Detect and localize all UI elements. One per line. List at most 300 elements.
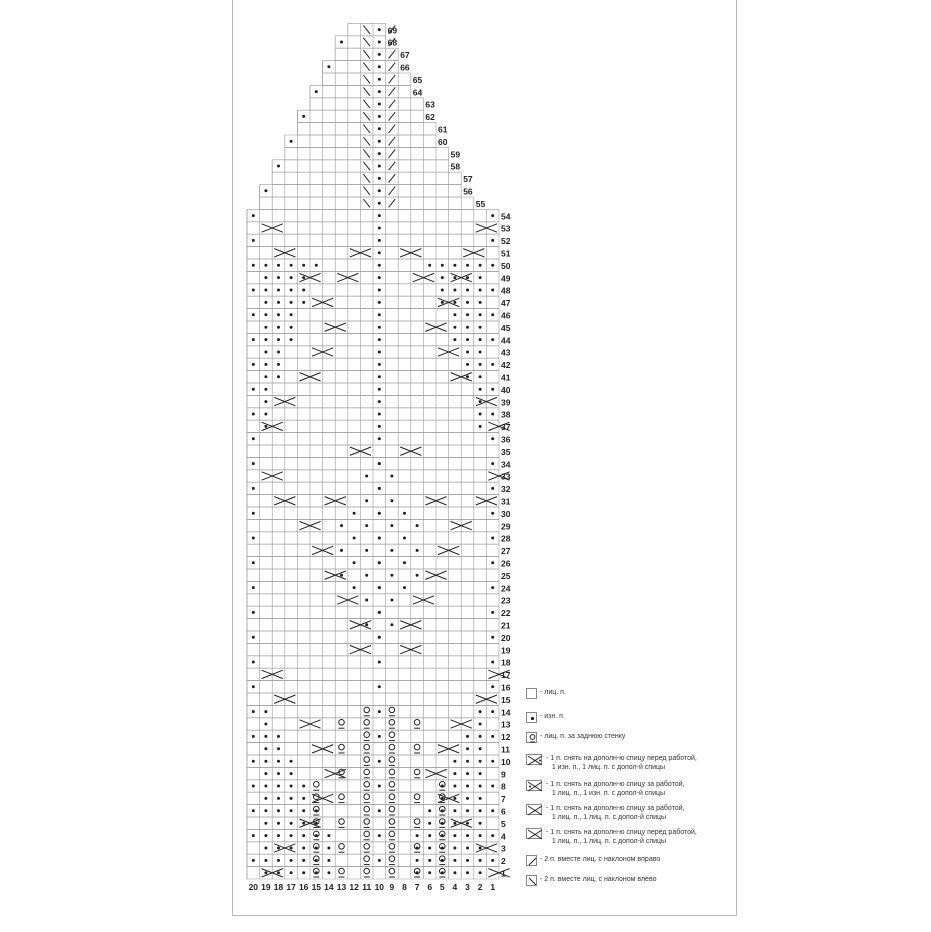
purl-dot: [264, 710, 267, 713]
twisted-knit-mark: [364, 856, 370, 862]
purl-dot: [252, 859, 255, 862]
purl-dot: [491, 462, 494, 465]
purl-dot: [264, 847, 267, 850]
purl-dot: [252, 239, 255, 242]
column-number: 3: [465, 882, 470, 892]
purl-dot: [403, 537, 406, 540]
k2tog-left-icon: [526, 875, 537, 886]
purl-dot: [378, 388, 381, 391]
twisted-knit-mark: [339, 720, 345, 726]
purl-dot: [453, 760, 456, 763]
k2tog-right-mark: [389, 149, 396, 157]
purl-dot: [491, 661, 494, 664]
purl-dot: [264, 301, 267, 304]
row-number: 10: [501, 756, 511, 767]
purl-dot: [290, 859, 293, 862]
twisted-knit-mark: [364, 707, 370, 713]
twisted-knit-mark: [389, 707, 395, 713]
purl-dot: [277, 747, 280, 750]
column-number: 12: [349, 882, 359, 892]
knit-square-icon: [526, 688, 537, 699]
purl-dot: [264, 859, 267, 862]
purl-dot: [378, 202, 381, 205]
k2tog-left-mark: [363, 125, 370, 133]
purl-dot: [353, 512, 356, 515]
purl-dot: [479, 363, 482, 366]
purl-dot: [466, 871, 469, 874]
k2tog-left-mark: [363, 199, 370, 207]
purl-dot: [416, 524, 419, 527]
purl-dot: [365, 623, 368, 626]
purl-dot: [277, 809, 280, 812]
purl-dot: [466, 301, 469, 304]
purl-dot: [378, 313, 381, 316]
purl-dot: [466, 747, 469, 750]
purl-dot: [479, 760, 482, 763]
purl-dot: [264, 834, 267, 837]
row-number: 21: [501, 620, 511, 631]
purl-dot: [264, 760, 267, 763]
purl-dot: [252, 785, 255, 788]
purl-dot: [479, 834, 482, 837]
purl-dot: [479, 338, 482, 341]
purl-dot: [378, 28, 381, 31]
purl-dot: [302, 797, 305, 800]
purl-dot: [416, 549, 419, 552]
purl-dot: [290, 326, 293, 329]
purl-dot: [378, 189, 381, 192]
row-number: 31: [501, 496, 511, 507]
row-number: 6: [501, 806, 506, 817]
k2tog-right-mark: [389, 50, 396, 58]
row-number: 33: [501, 471, 511, 482]
purl-dot: [453, 859, 456, 862]
purl-dot: [277, 785, 280, 788]
purl-dot: [264, 735, 267, 738]
purl-dot: [453, 289, 456, 292]
purl-dot: [390, 499, 393, 502]
purl-dot: [264, 822, 267, 825]
purl-dot: [302, 276, 305, 279]
purl-dot: [365, 549, 368, 552]
column-number: 17: [286, 882, 296, 892]
purl-dot: [277, 363, 280, 366]
purl-dot: [378, 140, 381, 143]
row-number: 65: [412, 74, 423, 85]
purl-dot: [252, 710, 255, 713]
purl-dot: [453, 338, 456, 341]
purl-dot: [252, 462, 255, 465]
purl-dot: [479, 822, 482, 825]
column-number: 6: [427, 882, 433, 892]
purl-dot: [491, 859, 494, 862]
twisted-knit-mark: [414, 819, 420, 825]
purl-dot: [479, 710, 482, 713]
row-number: 38: [501, 409, 511, 420]
purl-dot: [466, 772, 469, 775]
purl-dot: [252, 636, 255, 639]
k2tog-left-mark: [363, 149, 370, 157]
purl-dot: [302, 809, 305, 812]
purl-dot: [441, 289, 444, 292]
legend-text: - 1 п. снять на дополн-ю спицу перед работой, 1 лиц. п., 1 лиц. п. с допол-й спицы: [546, 829, 697, 845]
column-number: 14: [324, 882, 334, 892]
purl-dot: [315, 264, 318, 267]
row-number: 27: [501, 546, 511, 557]
purl-dot: [378, 363, 381, 366]
twisted-knit-mark: [389, 757, 395, 763]
purl-dot: [264, 313, 267, 316]
purl-dot: [479, 859, 482, 862]
purl-dot: [466, 822, 469, 825]
purl-dot: [264, 400, 267, 403]
purl-dot: [327, 859, 330, 862]
cable-back-purl-icon: [526, 780, 542, 791]
row-number: 30: [501, 508, 511, 519]
purl-dot: [378, 400, 381, 403]
purl-dot: [378, 462, 381, 465]
purl-dot: [264, 351, 267, 354]
twisted-knit-mark: [364, 720, 370, 726]
purl-dot: [290, 797, 293, 800]
row-number: 34: [501, 459, 511, 470]
purl-dot: [378, 165, 381, 168]
purl-dot: [264, 363, 267, 366]
purl-dot: [264, 388, 267, 391]
k2tog-right-mark: [389, 75, 396, 83]
purl-dot: [378, 512, 381, 515]
purl-dot: [390, 599, 393, 602]
purl-dot: [466, 760, 469, 763]
row-number: 28: [501, 533, 511, 544]
row-number: 60: [438, 136, 448, 147]
row-number: 1: [501, 868, 506, 879]
k2tog-left-mark: [363, 63, 370, 71]
purl-dot: [491, 809, 494, 812]
purl-dot: [277, 165, 280, 168]
row-number: 5: [501, 818, 506, 829]
purl-dot: [390, 574, 393, 577]
column-number: 15: [311, 882, 322, 892]
purl-dot: [277, 735, 280, 738]
column-number: 9: [389, 882, 395, 892]
purl-dot: [378, 276, 381, 279]
column-number: 11: [362, 882, 372, 892]
cable-back-knit-icon: [526, 804, 542, 815]
row-number: 45: [501, 322, 511, 333]
purl-dot: [277, 326, 280, 329]
row-number: 44: [501, 335, 511, 346]
purl-dot: [290, 785, 293, 788]
purl-dot: [290, 772, 293, 775]
purl-dot: [378, 487, 381, 490]
purl-dot: [491, 561, 494, 564]
purl-dot: [252, 313, 255, 316]
purl-dot: [378, 214, 381, 217]
purl-dot: [252, 487, 255, 490]
purl-dot: [277, 847, 280, 850]
column-number: 1: [490, 882, 496, 892]
row-number: 29: [501, 521, 511, 532]
purl-dot: [378, 661, 381, 664]
purl-dot: [479, 871, 482, 874]
cable-front-purl-icon: [526, 754, 542, 765]
purl-dot: [277, 822, 280, 825]
purl-dot: [290, 276, 293, 279]
column-number: 8: [402, 882, 407, 892]
twisted-knit-icon: [526, 732, 537, 743]
purl-dot: [453, 809, 456, 812]
row-number: 58: [450, 161, 461, 172]
purl-dot: [365, 574, 368, 577]
purl-dot: [264, 871, 267, 874]
purl-dot: [378, 289, 381, 292]
purl-dot: [390, 623, 393, 626]
chart-sheet: [232, 0, 737, 916]
legend-text: - лиц. п.: [540, 689, 566, 696]
column-number: 13: [336, 882, 347, 892]
purl-dot: [403, 561, 406, 564]
purl-dot: [302, 301, 305, 304]
row-number: 12: [501, 732, 511, 743]
purl-dot: [453, 264, 456, 267]
row-number: 51: [501, 248, 511, 259]
purl-dot: [453, 847, 456, 850]
purl-dot: [378, 239, 381, 242]
purl-dot: [378, 425, 381, 428]
purl-dot: [491, 735, 494, 738]
purl-dot: [290, 338, 293, 341]
purl-dot: [252, 760, 255, 763]
k2tog-right-mark: [389, 100, 396, 108]
legend-text: - 2 п. вместе лиц. с наклоном вправо: [540, 856, 661, 863]
purl-dot: [264, 413, 267, 416]
row-number: 61: [438, 124, 448, 135]
twisted-knit-mark: [339, 794, 345, 800]
purl-dot: [466, 859, 469, 862]
purl-dot: [327, 847, 330, 850]
purl-dot: [466, 338, 469, 341]
twisted-knit-mark: [389, 769, 395, 775]
row-number: 50: [501, 260, 511, 271]
twisted-knit-mark: [364, 819, 370, 825]
purl-dot: [277, 289, 280, 292]
purl-dot: [428, 809, 431, 812]
purl-dot: [252, 214, 255, 217]
purl-dot: [378, 41, 381, 44]
purl-dot: [453, 772, 456, 775]
row-number: 40: [501, 384, 511, 395]
k2tog-right-icon: [526, 855, 537, 866]
purl-dot: [302, 859, 305, 862]
twisted-knit-mark: [364, 732, 370, 738]
purl-dot: [264, 289, 267, 292]
twisted-knit-mark: [364, 744, 370, 750]
row-number: 26: [501, 558, 511, 569]
purl-dot: [277, 760, 280, 763]
row-number: 52: [501, 236, 511, 247]
purl-dot: [378, 859, 381, 862]
purl-dot: [491, 289, 494, 292]
cable-front-knit-icon: [526, 828, 542, 839]
row-number: 23: [501, 595, 511, 606]
purl-dot: [479, 264, 482, 267]
purl-dot: [290, 847, 293, 850]
purl-dot: [441, 301, 444, 304]
purl-dot: [378, 78, 381, 81]
row-number: 13: [501, 719, 511, 730]
purl-dot: [466, 264, 469, 267]
k2tog-left-mark: [363, 137, 370, 145]
purl-dot: [302, 871, 305, 874]
purl-dot: [302, 115, 305, 118]
row-number: 24: [501, 583, 511, 594]
purl-dot: [252, 363, 255, 366]
purl-dot: [479, 772, 482, 775]
purl-dot: [453, 313, 456, 316]
legend-text: - лиц. п. за заднюю стенку: [540, 733, 626, 740]
purl-dot: [479, 747, 482, 750]
row-number: 49: [501, 273, 511, 284]
purl-dot: [264, 326, 267, 329]
twisted-knit-mark: [389, 819, 395, 825]
purl-dot: [327, 65, 330, 68]
purl-dot: [479, 351, 482, 354]
purl-dot: [378, 301, 381, 304]
k2tog-right-mark: [389, 125, 396, 133]
k2tog-right-mark: [389, 112, 396, 120]
purl-dot: [264, 338, 267, 341]
column-number: 7: [414, 882, 420, 892]
row-number: 53: [501, 223, 511, 234]
purl-dot: [378, 611, 381, 614]
purl-dot: [491, 512, 494, 515]
purl-dot: [453, 797, 456, 800]
purl-dot: [479, 400, 482, 403]
purl-dot: [390, 549, 393, 552]
purl-dot: [340, 524, 343, 527]
purl-dot: [466, 735, 469, 738]
purl-dot: [252, 338, 255, 341]
row-number: 56: [463, 186, 473, 197]
row-number: 35: [501, 446, 511, 457]
twisted-knit-mark: [339, 819, 345, 825]
purl-dot: [378, 685, 381, 688]
twisted-knit-mark: [389, 831, 395, 837]
purl-dot: [378, 809, 381, 812]
purl-dot: [428, 859, 431, 862]
twisted-knit-mark: [414, 794, 420, 800]
purl-dot: [277, 276, 280, 279]
row-number: 2: [501, 856, 506, 867]
column-number: 4: [452, 882, 458, 892]
purl-dot: [428, 834, 431, 837]
twisted-knit-mark: [389, 732, 395, 738]
purl-dot: [252, 586, 255, 589]
purl-dot: [252, 735, 255, 738]
k2tog-left-mark: [363, 75, 370, 83]
purl-dot: [491, 710, 494, 713]
purl-dot: [252, 264, 255, 267]
row-number: 42: [501, 360, 511, 371]
twisted-knit-mark: [414, 720, 420, 726]
twisted-knit-mark: [364, 794, 370, 800]
purl-dot: [264, 276, 267, 279]
purl-dot: [491, 413, 494, 416]
purl-dot: [479, 735, 482, 738]
row-number: 4: [501, 831, 506, 842]
purl-dot: [453, 822, 456, 825]
purl-dot: [277, 772, 280, 775]
purl-dot: [491, 636, 494, 639]
purl-dot: [491, 785, 494, 788]
row-number: 11: [501, 744, 510, 755]
row-number: 64: [412, 87, 423, 98]
purl-dot: [491, 239, 494, 242]
row-number: 17: [501, 670, 511, 681]
twisted-knit-mark: [389, 744, 395, 750]
purl-dot: [466, 363, 469, 366]
purl-dot: [378, 561, 381, 564]
purl-dot: [479, 425, 482, 428]
purl-dot: [403, 586, 406, 589]
k2tog-left-mark: [363, 87, 370, 95]
purl-dot: [416, 574, 419, 577]
legend-text: - 1 п. снять на дополн-ю спицу перед работой, 1 изн. п., 1 лиц. п. с допол-й спицы: [546, 755, 697, 771]
purl-dot: [466, 847, 469, 850]
purl-dot: [302, 822, 305, 825]
column-number: 16: [298, 882, 309, 892]
purl-dot: [378, 90, 381, 93]
purl-dot: [428, 871, 431, 874]
purl-dot: [378, 326, 381, 329]
purl-dot: [491, 760, 494, 763]
purl-dot: [491, 586, 494, 589]
row-number: 66: [400, 62, 410, 73]
k2tog-left-mark: [363, 162, 370, 170]
twisted-knit-mark: [364, 769, 370, 775]
purl-dot: [378, 760, 381, 763]
twisted-knit-mark: [339, 868, 345, 874]
purl-dot: [466, 797, 469, 800]
purl-dot: [264, 772, 267, 775]
k2tog-left-mark: [363, 187, 370, 195]
purl-dot: [491, 437, 494, 440]
purl-dot: [453, 301, 456, 304]
purl-dot: [264, 264, 267, 267]
column-number: 10: [374, 882, 385, 892]
purl-dot: [403, 512, 406, 515]
purl-dot: [466, 276, 469, 279]
purl-dot: [491, 363, 494, 366]
purl-dot: [290, 809, 293, 812]
purl-dot: [453, 834, 456, 837]
purl-dot: [378, 351, 381, 354]
legend-text: - 1 п. снять на дополн-ю спицу за работой, 1 лиц. п., 1 лиц. п. с допол-й спицы: [546, 805, 685, 821]
purl-dot: [378, 710, 381, 713]
purl-dot: [378, 636, 381, 639]
k2tog-right-mark: [389, 174, 396, 182]
purl-dot: [277, 834, 280, 837]
purl-dot: [365, 599, 368, 602]
purl-dot: [290, 313, 293, 316]
row-number: 62: [425, 112, 435, 123]
purl-dot: [353, 537, 356, 540]
purl-dot: [290, 834, 293, 837]
purl-dot: [264, 797, 267, 800]
purl-dot: [302, 785, 305, 788]
purl-dot: [252, 611, 255, 614]
